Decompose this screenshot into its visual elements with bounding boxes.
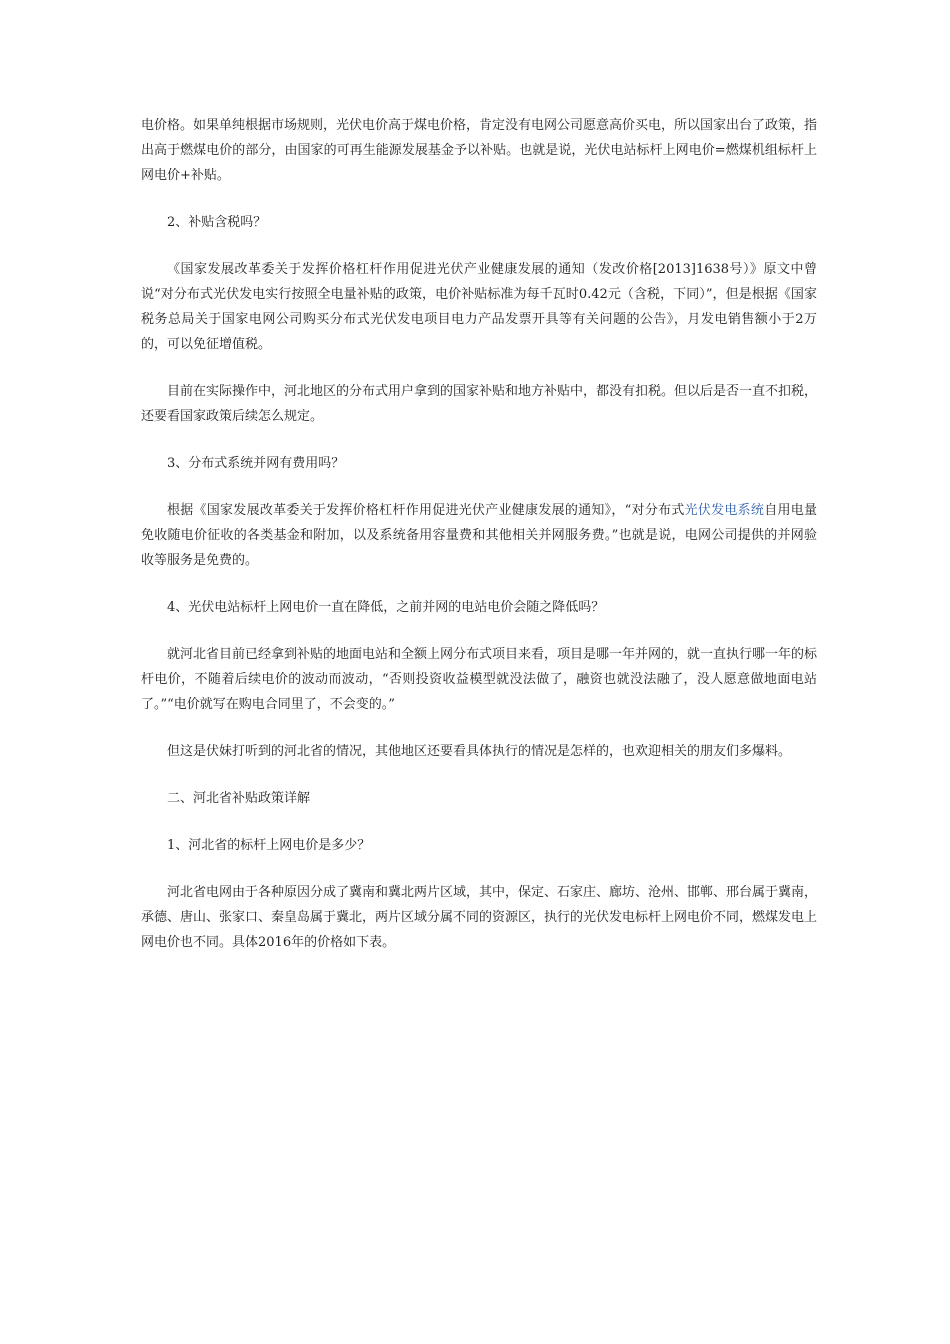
document-page: [141, 113, 817, 977]
paragraph-text-after-link: 自用电量免收随电价征收的各类基金和附加，以及系统备用容量费和其他相关并网服务费。”也就是说，电网公司提供的并网验收等服务是免费的。: [141, 503, 817, 568]
paragraph-subsidy-tax-notice: 《国家发展改革委关于发挥价格杠杆作用促进光伏产业健康发展的通知（发改价格[2013]1638号）》原文中曾说“对分布式光伏发电实行按照全电量补贴的政策，电价补贴标准为每千瓦时0.42元（含税，下同）”，但是根据《国家税务总局关于国家电网公司购买分布式光伏发电项目电力产品发票开具等有关问题的公告》，月发电销售额小于2万的，可以免征增值税。: [141, 262, 817, 352]
heading-hebei-benchmark-price: 1、河北省的标杆上网电价是多少？: [167, 838, 371, 853]
paragraph-hebei-benchmark-execution: 就河北省目前已经拿到补贴的地面电站和全额上网分布式项目来看，项目是哪一年并网的，就一直执行哪一年的标杆电价，不随着后续电价的波动而波动，“否则投资收益模型就没法做了，融资也就没法融了，没人愿意做地面电站了。”“电价就写在购电合同里了，不会变的。”: [141, 647, 818, 712]
section-heading-hebei-policy: 二、河北省补贴政策详解: [167, 791, 311, 806]
paragraph-text-before-link: 根据《国家发展改革委关于发挥价格杠杆作用促进光伏产业健康发展的通知》，“对分布式: [167, 503, 685, 518]
heading-subsidy-tax: 2、补贴含税吗？: [167, 215, 267, 230]
paragraph-grid-connection-free: [141, 498, 817, 573]
paragraph-hebei-grid-regions: 河北省电网由于各种原因分成了冀南和冀北两片区域，其中，保定、石家庄、廊坊、沧州、邯郸、邢台属于冀南，承德、唐山、张家口、秦皇岛属于冀北，两片区域分属不同的资源区，执行的光伏发电标杆上网电价不同，燃煤发电上网电价也不同。具体2016年的价格如下表。: [141, 885, 818, 950]
heading-benchmark-price-decline: 4、光伏电站标杆上网电价一直在降低，之前并网的电站电价会随之降低吗？: [167, 600, 605, 615]
paragraph-electricity-price-explanation: 电价格。如果单纯根据市场规则，光伏电价高于煤电价格，肯定没有电网公司愿意高价买电，所以国家出台了政策，指出高于燃煤电价的部分，由国家的可再生能源发展基金予以补贴。也就是说，光伏电站标杆上网电价=燃煤机组标杆上网电价+补贴。: [141, 118, 818, 183]
pv-system-link[interactable]: 光伏发电系统: [684, 503, 765, 518]
paragraph-other-regions: 但这是伏妹打听到的河北省的情况，其他地区还要看具体执行的情况是怎样的，也欢迎相关的朋友们多爆料。: [167, 744, 792, 759]
paragraph-hebei-practice: 目前在实际操作中，河北地区的分布式用户拿到的国家补贴和地方补贴中，都没有扣税。但以后是否一直不扣税，还要看国家政策后续怎么规定。: [141, 384, 818, 424]
heading-grid-connection-fee: 3、分布式系统并网有费用吗？: [167, 456, 345, 471]
